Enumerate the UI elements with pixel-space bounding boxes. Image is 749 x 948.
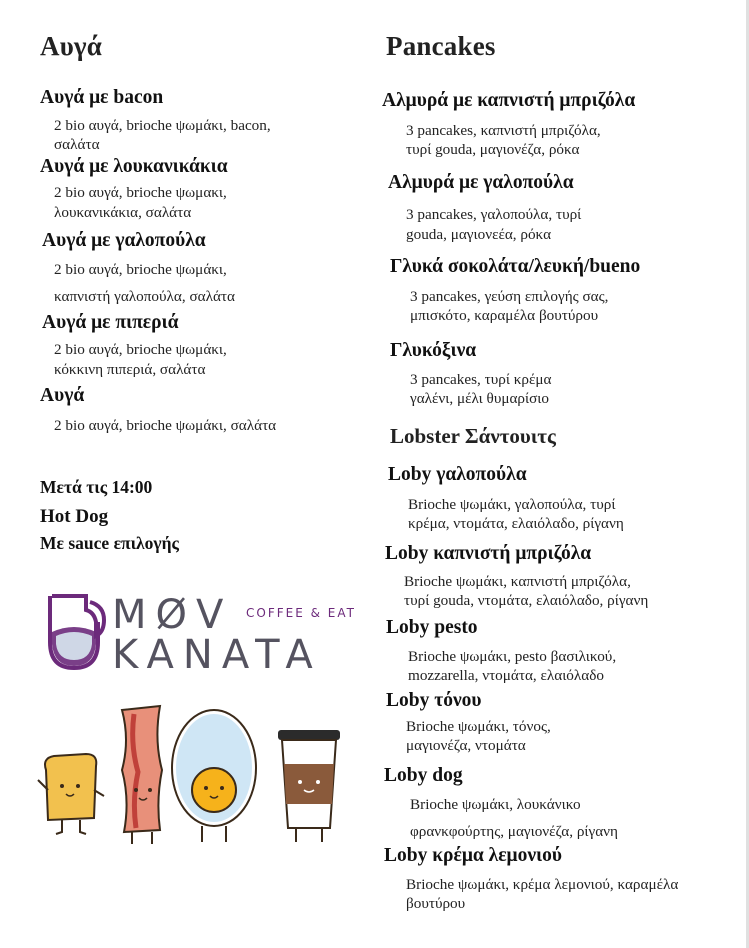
jug-logo-icon [46,592,106,672]
logo-text-mov: MØV [112,592,233,638]
menu-item-desc-line: βουτύρου [406,895,466,912]
menu-item-desc-line: σαλάτα [54,136,100,153]
menu-item-desc-line: 3 pancakes, τυρί κρέμα [410,371,552,388]
section-title-eggs: Αυγά [40,31,103,61]
section-title-pancakes: Pancakes [386,31,496,61]
menu-item-desc-line: μαγιονέζα, ντομάτα [406,737,526,754]
menu-item-title: Αυγά με λουκανικάκια [40,156,228,177]
menu-item-title: Loby dog [384,765,463,786]
menu-item-desc-line: 2 bio αυγά, brioche ψωμάκι, σαλάτα [54,417,277,434]
menu-item-desc-line: Brioche ψωμάκι, καπνιστή μπριζόλα, [404,573,631,590]
menu-item-desc-line: κόκκινη πιπεριά, σαλάτα [54,361,206,378]
menu-item-desc-line: mozzarella, ντομάτα, ελαιόλαδο [408,667,604,684]
menu-item-title: Loby τόνου [386,690,482,711]
menu-item-desc-line: 2 bio αυγά, brioche ψωμάκι, [54,261,227,278]
menu-item-desc-line: 2 bio αυγά, brioche ψωμάκι, [54,341,227,358]
menu-item-desc-line: μπισκότο, καραμέλα βουτύρου [410,307,599,324]
sauce-note: Με sauce επιλογής [40,533,179,553]
menu-item-desc-line: γαλένι, μέλι θυμαρίσιο [410,390,549,407]
menu-item-desc-line: 3 pancakes, γαλοπούλα, τυρί [406,206,582,223]
coffee-cup-character-icon [278,730,340,842]
menu-item-title: Loby pesto [386,617,478,638]
menu-item-title: Αυγά [40,385,85,406]
menu-item-title: Loby κρέμα λεμονιού [384,845,562,866]
menu-item-desc-line: λουκανικάκια, σαλάτα [54,204,192,221]
menu-item-desc-line: καπνιστή γαλοπούλα, σαλάτα [54,288,235,305]
menu-item-desc-line: τυρί gouda, μαγιονέζα, ρόκα [406,141,580,158]
egg-character-icon [172,710,256,842]
hot-dog-label: Hot Dog [40,506,109,527]
bacon-character-icon [122,706,162,844]
menu-item-title: Αλμυρά με γαλοπούλα [388,172,574,193]
menu-item-desc-line: Brioche ψωμάκι, λουκάνικο [410,796,581,813]
toast-character-icon [38,754,104,834]
menu-item-title: Αλμυρά με καπνιστή μπριζόλα [382,90,636,111]
menu-item-title: Αυγά με bacon [40,87,164,108]
menu-item-desc-line: Brioche ψωμάκι, τόνος, [406,718,551,735]
menu-item-desc-line: 3 pancakes, καπνιστή μπριζόλα, [406,122,601,139]
food-characters-illustration [34,700,364,850]
logo-tagline: COFFEE & EAT [246,606,356,620]
after-hours-note: Μετά τις 14:00 [40,477,153,497]
menu-item-title: Αυγά με γαλοπούλα [42,230,206,251]
menu-item-desc-line: gouda, μαγιονεέα, ρόκα [406,226,552,243]
menu-item-title: Γλυκά σοκολάτα/λευκή/bueno [390,256,641,277]
section-title-lobster: Lobster Σάντουιτς [390,424,556,448]
menu-item-desc-line: 2 bio αυγά, brioche ψωμάκι, bacon, [54,117,271,134]
menu-item-title: Γλυκόξινα [390,340,477,361]
menu-item-title: Loby γαλοπούλα [388,464,527,485]
menu-item-desc-line: 3 pancakes, γεύση επιλογής σας, [410,288,609,305]
menu-item-desc-line: Brioche ψωμάκι, pesto βασιλικού, [408,648,617,665]
menu-item-desc-line: φρανκφούρτης, μαγιονέζα, ρίγανη [410,823,618,840]
menu-item-title: Loby καπνιστή μπριζόλα [385,543,592,564]
menu-item-desc-line: Brioche ψωμάκι, γαλοπούλα, τυρί [408,496,616,513]
menu-item-desc-line: 2 bio αυγά, brioche ψωμακι, [54,184,227,201]
menu-item-desc-line: κρέμα, ντομάτα, ελαιόλαδο, ρίγανη [408,515,624,532]
menu-item-desc-line: Brioche ψωμάκι, κρέμα λεμονιού, καραμέλα [406,876,679,893]
menu-item-desc-line: τυρί gouda, ντομάτα, ελαιόλαδο, ρίγανη [404,592,649,609]
menu-item-title: Αυγά με πιπεριά [42,312,179,333]
logo-text-kanata: KANATA [112,632,322,678]
